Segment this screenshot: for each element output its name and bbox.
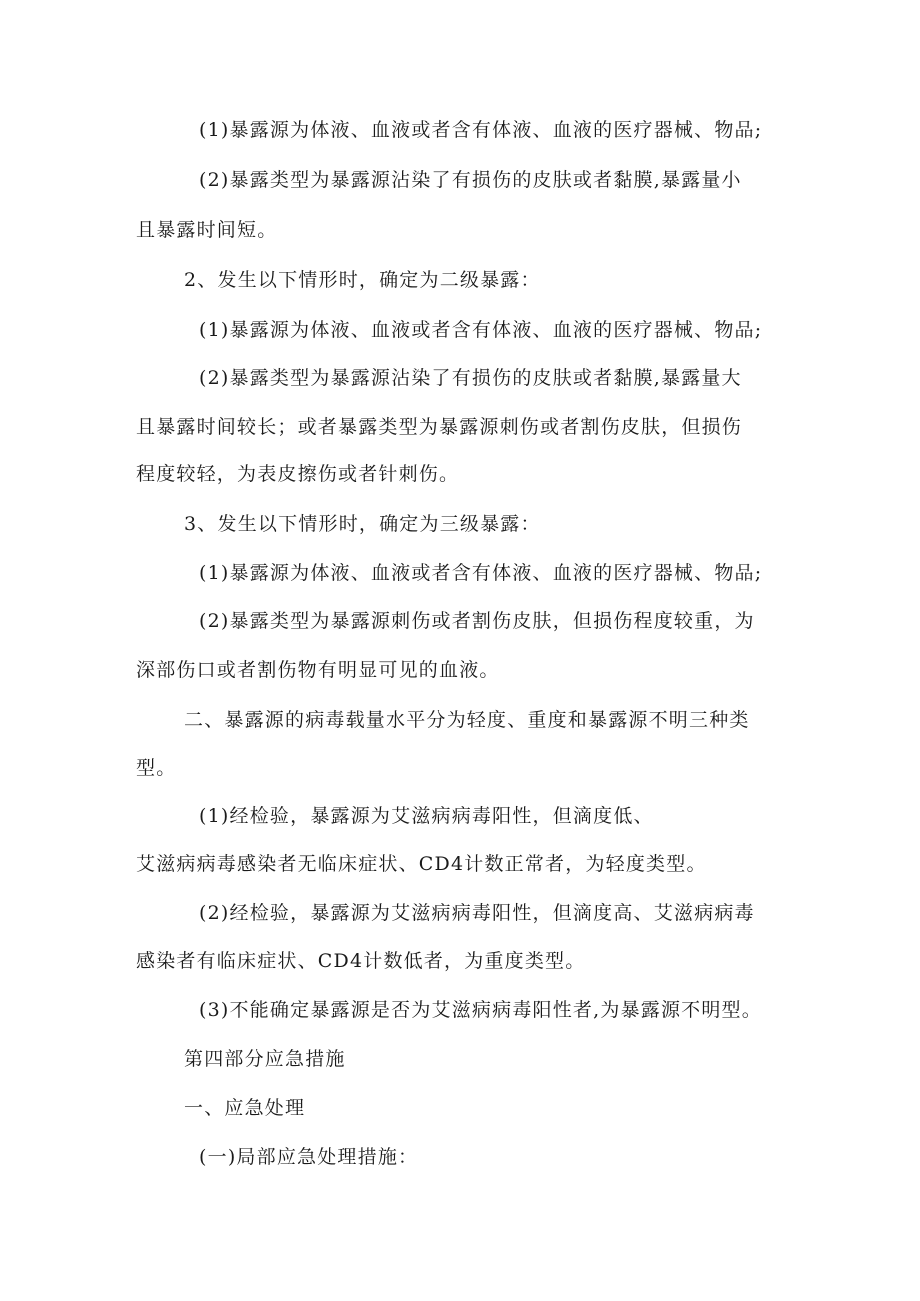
subsection-heading: (一)局部应急处理措施：	[199, 1146, 419, 1168]
text-line: (1)经检验，暴露源为艾滋病病毒阳性，但滴度低、	[199, 805, 654, 827]
text-line: 感染者有临床症状、CD4计数低者，为重度类型。	[136, 950, 586, 972]
text-line: 且暴露时间较长；或者暴露类型为暴露源刺伤或者割伤皮肤，但损伤	[136, 416, 743, 438]
text-line: (1)暴露源为体液、血液或者含有体液、血液的医疗器械、物品;	[199, 319, 763, 341]
text-line: (2)暴露类型为暴露源沾染了有损伤的皮肤或者黏膜,暴露量小	[199, 169, 742, 191]
text-line: (1)暴露源为体液、血液或者含有体液、血液的医疗器械、物品;	[199, 119, 763, 141]
text-line: 程度较轻，为表皮擦伤或者针刺伤。	[136, 463, 460, 485]
text-line: (2)经检验，暴露源为艾滋病病毒阳性，但滴度高、艾滋病病毒	[199, 902, 755, 924]
subsection-heading: 一、应急处理	[184, 1097, 306, 1119]
text-line: 艾滋病病毒感染者无临床症状、CD4计数正常者，为轻度类型。	[136, 853, 707, 875]
text-line: (1)暴露源为体液、血液或者含有体液、血液的医疗器械、物品;	[199, 562, 763, 584]
text-line: 且暴露时间短。	[136, 219, 278, 241]
section-heading: 第四部分应急措施	[184, 1048, 346, 1070]
text-line: 2、发生以下情形时，确定为二级暴露：	[184, 269, 541, 291]
text-line: 3、发生以下情形时，确定为三级暴露：	[184, 513, 541, 535]
text-line: (2)暴露类型为暴露源沾染了有损伤的皮肤或者黏膜,暴露量大	[199, 367, 742, 389]
text-line: (3)不能确定暴露源是否为艾滋病病毒阳性者,为暴露源不明型。	[199, 999, 762, 1021]
text-line: 深部伤口或者割伤物有明显可见的血液。	[136, 659, 500, 681]
text-line: 二、暴露源的病毒载量水平分为轻度、重度和暴露源不明三种类	[184, 709, 750, 731]
text-line: 型。	[136, 757, 177, 779]
text-line: (2)暴露类型为暴露源刺伤或者割伤皮肤，但损伤程度较重，为	[199, 610, 755, 632]
